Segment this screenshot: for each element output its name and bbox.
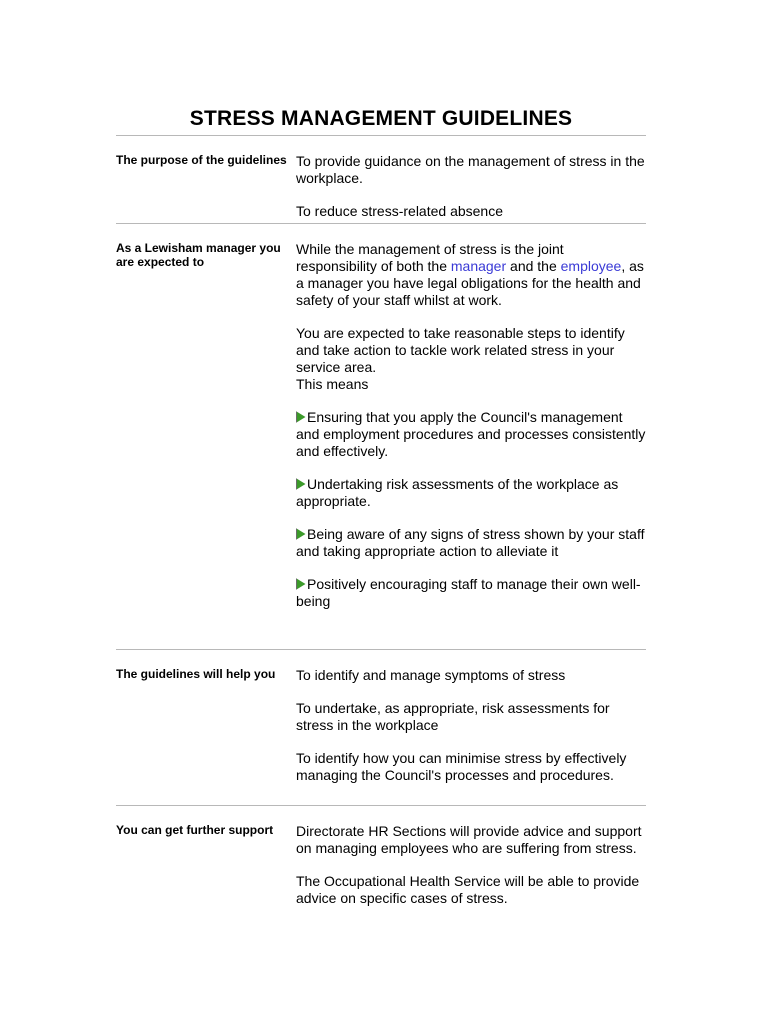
text-run: This means (296, 376, 369, 392)
paragraph: To undertake, as appropriate, risk assessments for stress in the workplace (296, 700, 610, 733)
bullet-item (296, 476, 648, 510)
paragraph: To provide guidance on the management of stress in the workplace. (296, 153, 645, 186)
divider (116, 649, 646, 650)
text-run: and the (506, 258, 561, 274)
paragraph: To identify and manage symptoms of stress (296, 667, 566, 683)
text-run: , as a manager you have legal obligations for the health and safety of your staff whilst at work. (296, 258, 644, 308)
divider (116, 135, 646, 136)
bullet-text: Ensuring that you apply the Council's management and employment procedures and processes consistently and effectively. (296, 409, 646, 459)
section-label-purpose: The purpose of the guidelines (116, 153, 287, 167)
paragraph: Directorate HR Sections will provide advice and support on managing employees who are suffering from stress. (296, 823, 642, 856)
text-run: You are expected to take reasonable steps to identify and take action to tackle work related stress in your service area. (296, 325, 625, 375)
bullet-item (296, 409, 648, 460)
green-arrow-icon (296, 528, 306, 540)
green-arrow-icon (296, 478, 306, 490)
bullet-text: Undertaking risk assessments of the workplace as appropriate. (296, 476, 619, 509)
bullet-item (296, 576, 648, 610)
paragraph: To identify how you can minimise stress by effectively managing the Council's processes and procedures. (296, 750, 627, 783)
paragraph: The Occupational Health Service will be able to provide advice on specific cases of stress. (296, 873, 640, 906)
employee-link[interactable]: employee (560, 258, 622, 274)
document-title: STRESS MANAGEMENT GUIDELINES (189, 107, 573, 130)
green-arrow-icon (296, 578, 306, 590)
section-body-purpose (296, 153, 648, 220)
section-label-help: The guidelines will help you (116, 667, 276, 681)
paragraph-expectations (296, 325, 648, 393)
bullet-text: Being aware of any signs of stress shown by your staff and taking appropriate action to alleviate it (296, 526, 645, 559)
divider (116, 223, 646, 224)
bullet-item (296, 526, 648, 560)
section-label-expectations: As a Lewisham manager you are expected to (116, 241, 281, 269)
section-body-expectations (296, 241, 648, 610)
manager-link[interactable]: manager (450, 258, 507, 274)
section-label-support: You can get further support (116, 823, 274, 837)
paragraph: To reduce stress-related absence (296, 203, 503, 219)
bullet-text: Positively encouraging staff to manage their own well-being (296, 576, 641, 609)
section-body-support (296, 823, 648, 907)
divider (116, 805, 646, 806)
text-run: While the management of stress is the joint responsibility of both the (296, 241, 564, 274)
paragraph-responsibility (296, 241, 648, 309)
section-body-help (296, 667, 648, 784)
green-arrow-icon (296, 411, 306, 423)
